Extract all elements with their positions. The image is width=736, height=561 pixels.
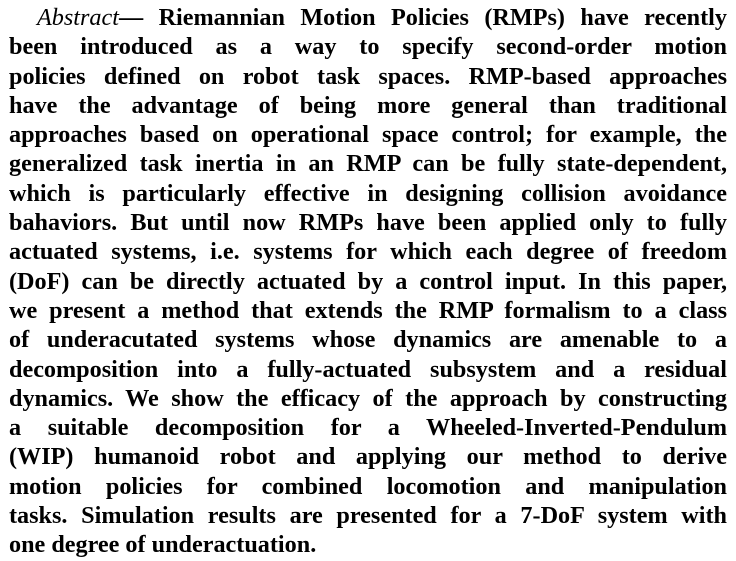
abstract-line: one degree of underactuation. — [9, 531, 317, 559]
abstract-line: approaches based on operational space control; for example, the — [9, 121, 727, 149]
abstract-line: (WIP) humanoid robot and applying our method to derive — [9, 443, 727, 471]
abstract-dash: — — [118, 4, 144, 31]
abstract-line: been introduced as a way to specify second-order motion — [9, 33, 727, 61]
abstract-line: have the advantage of being more general than traditional — [9, 91, 727, 119]
abstract-line: a suitable decomposition for a Wheeled-Inverted-Pendulum — [9, 414, 727, 442]
abstract-line: decomposition into a fully-actuated subsystem and a residual — [9, 355, 727, 383]
abstract-line: we present a method that extends the RMP formalism to a class — [9, 296, 727, 324]
abstract-line: actuated systems, i.e. systems for which each degree of freedom — [9, 238, 727, 266]
abstract-line: dynamics. We show the efficacy of the approach by constructing — [9, 384, 727, 412]
abstract-line: tasks. Simulation results are presented for a 7-DoF system with — [9, 502, 727, 530]
abstract-line-text: Riemannian Motion Policies (RMPs) have recently — [143, 4, 727, 31]
abstract-line: of underacutated systems whose dynamics are amenable to a — [9, 326, 727, 354]
abstract-paragraph — [9, 3, 727, 560]
abstract-line: motion policies for combined locomotion and manipulation — [9, 472, 727, 500]
abstract-line: (DoF) can be directly actuated by a control input. In this paper, — [9, 267, 727, 295]
abstract-line: which is particularly effective in designing collision avoidance — [9, 179, 727, 207]
abstract-line: policies defined on robot task spaces. RMP-based approaches — [9, 62, 727, 90]
abstract-line: generalized task inertia in an RMP can be fully state-dependent, — [9, 150, 727, 178]
abstract-label: Abstract — [37, 4, 119, 31]
abstract-line: bahaviors. But until now RMPs have been applied only to fully — [9, 209, 727, 237]
abstract-line — [9, 3, 727, 32]
